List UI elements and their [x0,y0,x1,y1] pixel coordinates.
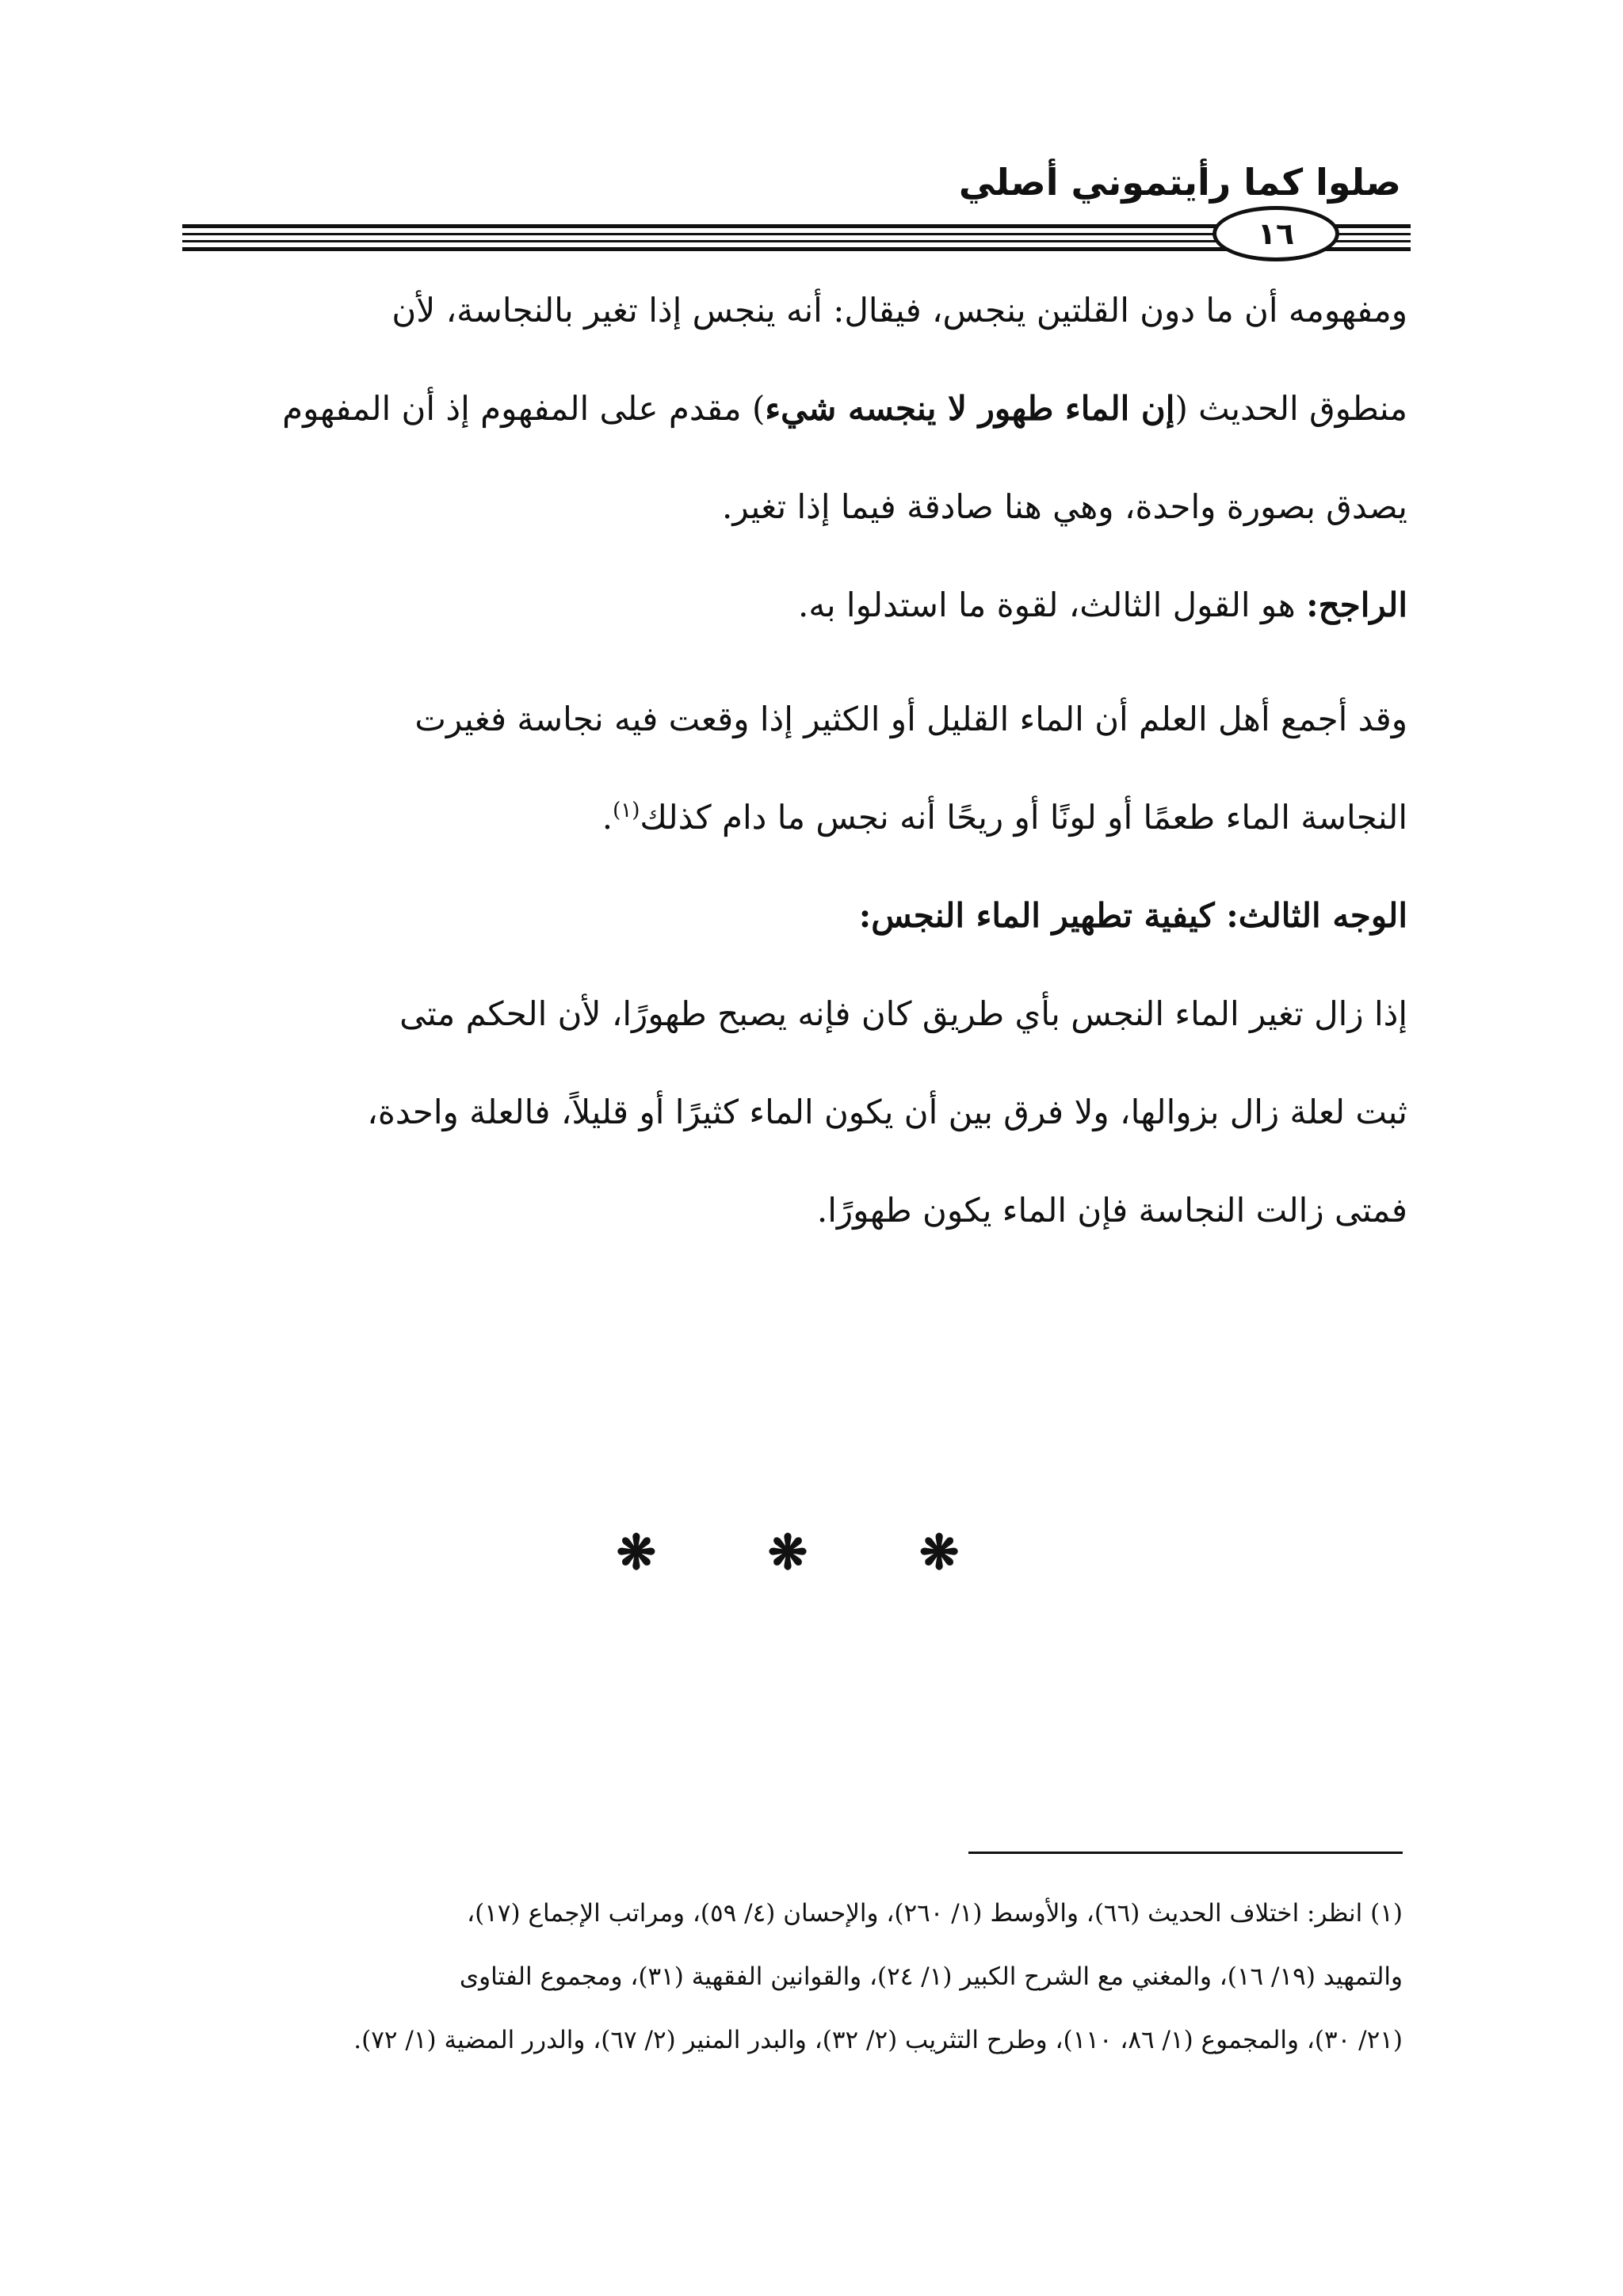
hadith-quote: إن الماء طهور لا ينجسه شيء [765,389,1175,428]
page-number: ١٦ [1212,206,1339,261]
section-separator: ❋ ❋ ❋ [616,1525,1007,1581]
paragraph-line: ثبت لعلة زال بزوالها، ولا فرق بين أن يكون الماء كثيرًا أو قليلاً، فالعلة واحدة، [367,1093,1407,1131]
body-text [199,261,1407,1260]
rajih-paragraph [199,556,1407,654]
running-title: صلوا كما رأيتموني أصلي [958,161,1401,204]
footnote-line: والتمهيد (١٩/ ١٦)، والمغني مع الشرح الكبير (١/ ٢٤)، والقوانين الفقهية (٣١)، ومجموع الفتاوى [459,1962,1403,1991]
footnote-line: (٢١/ ٣٠)، والمجموع (١/ ٨٦، ١١٠)، وطرح التثريب (٢/ ٣٢)، والبدر المنير (٢/ ٦٧)، والدرر المضية (١/ ٧٢). [353,2026,1403,2054]
footnote-line: (١) انظر: اختلاف الحديث (٦٦)، والأوسط (١/ ٢٦٠)، والإحسان (٤/ ٥٩)، ومراتب الإجماع (١٧)، [467,1899,1403,1928]
paragraph-line: ومفهومه أن ما دون القلتين ينجس، فيقال: أنه ينجس إذا تغير بالنجاسة، لأن [391,291,1407,330]
rajih-label: الراجح: [1306,585,1407,624]
footnote-rule [968,1852,1403,1854]
paragraph-line [199,360,1407,458]
rajih-text: هو القول الثالث، لقوة ما استدلوا به. [798,585,1307,624]
paragraph-line: فمتى زالت النجاسة فإن الماء يكون طهورًا. [816,1191,1407,1230]
text-run: . [601,798,613,837]
paragraph-line: يصدق بصورة واحدة، وهي هنا صادقة فيما إذا تغير. [722,487,1407,526]
paragraph-line: وقد أجمع أهل العلم أن الماء القليل أو الكثير إذا وقعت فيه نجاسة فغيرت [414,700,1407,738]
footnotes [176,1882,1403,2072]
paragraph-line [199,769,1407,867]
text-run: منطوق الحديث ( [1174,389,1407,428]
section-heading: الوجه الثالث: كيفية تطهير الماء النجس: [858,896,1407,935]
text-run: النجاسة الماء طعمًا أو لونًا أو ريحًا أنه نجس ما دام كذلك [640,798,1407,837]
footnote-reference[interactable]: (١) [613,799,640,822]
paragraph-line: إذا زال تغير الماء النجس بأي طريق كان فإنه يصبح طهورًا، لأن الحكم متى [399,994,1407,1033]
text-run: ) مقدم على المفهوم إذ أن المفهوم [282,389,766,428]
